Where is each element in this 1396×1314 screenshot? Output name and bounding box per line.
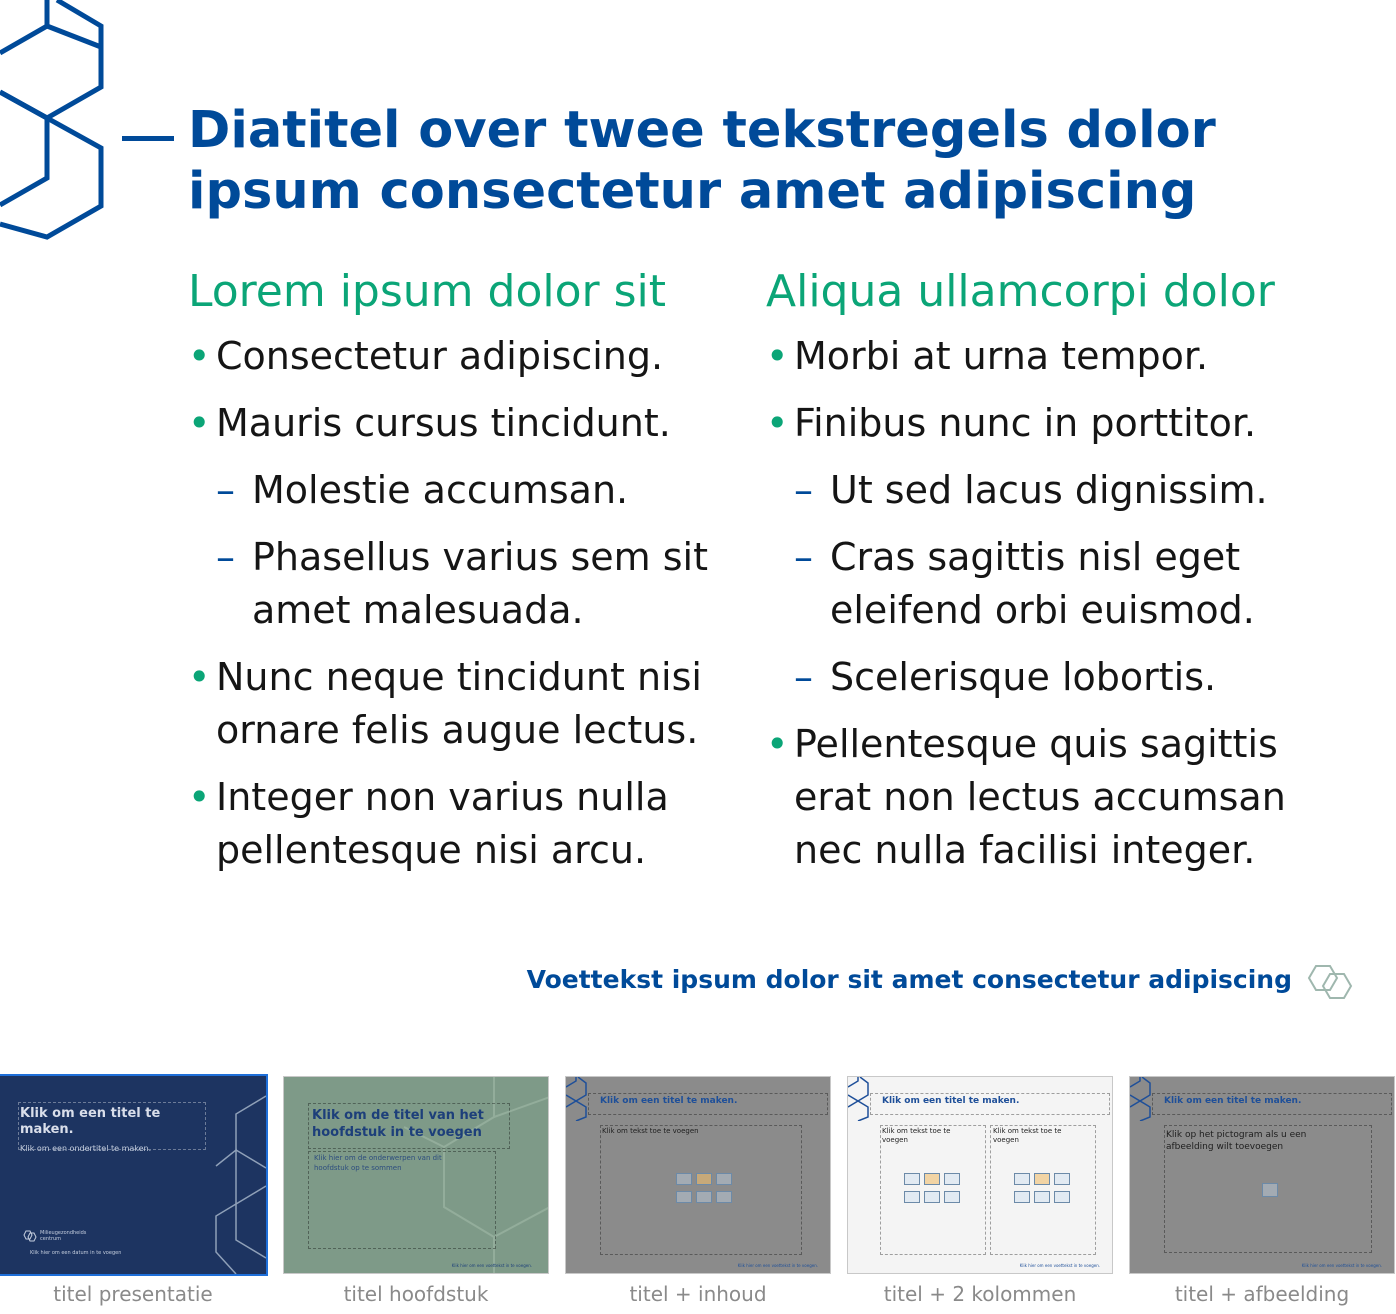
thumbnail-footer: Klik hier om een voettekst in te voegen.	[1019, 1263, 1100, 1268]
bullet-icon: •	[766, 334, 789, 378]
right-column-heading: Aliqua ullamcorpi dolor	[766, 266, 1275, 317]
list-item	[188, 531, 748, 637]
list-item	[766, 464, 1366, 517]
bullet-icon: •	[766, 722, 789, 766]
content-placeholder-icon	[676, 1173, 736, 1213]
dash-bullet-icon: –	[794, 655, 813, 699]
thumbnail-footer: Klik hier om een voettekst in te voegen.	[451, 1263, 532, 1268]
thumbnail-body: Klik om tekst toe te voegen	[602, 1127, 699, 1135]
list-item-text: Integer non varius nulla pellentesque nisi arcu.	[216, 775, 669, 872]
left-column-list	[188, 330, 748, 877]
thumbnail-logo-line2: centrum	[40, 1236, 62, 1242]
dash-bullet-icon: –	[216, 535, 235, 579]
thumbnail-preview	[1129, 1076, 1395, 1274]
layout-thumbnail-strip	[0, 1076, 1396, 1310]
thumbnail-label: titel + 2 kolommen	[883, 1282, 1077, 1306]
thumbnail-logo-line1: Milieugezondheids	[40, 1230, 87, 1236]
thumbnail-label: titel presentatie	[53, 1282, 213, 1306]
list-item-text: Phasellus varius sem sit amet malesuada.	[252, 535, 708, 632]
thumbnail-title: Klik om een titel te maken.	[882, 1096, 1020, 1106]
hexagon-decoration-icon	[0, 0, 110, 240]
list-item-text: Morbi at urna tempor.	[794, 334, 1209, 378]
content-placeholder-icon	[1014, 1173, 1074, 1213]
layout-thumbnail-titel-afbeelding[interactable]	[1129, 1076, 1395, 1314]
list-item-text: Nunc neque tincidunt nisi ornare felis augue lectus.	[216, 655, 702, 752]
left-column-heading: Lorem ipsum dolor sit	[188, 266, 666, 317]
layout-thumbnail-titel-presentatie[interactable]	[0, 1076, 266, 1314]
list-item-text: Finibus nunc in porttitor.	[794, 401, 1257, 445]
list-item	[188, 397, 748, 450]
thumbnail-footer: Klik hier om een voettekst in te voegen.	[737, 1263, 818, 1268]
thumbnail-label: titel + afbeelding	[1174, 1282, 1350, 1306]
content-placeholder-icon	[904, 1173, 964, 1213]
slide-title[interactable]: Diatitel over twee tekstregels dolor ipsum consectetur amet adipiscing	[188, 101, 1216, 221]
right-column-list	[766, 330, 1366, 877]
layout-thumbnail-titel-2-kolommen[interactable]	[847, 1076, 1113, 1314]
list-item	[766, 397, 1366, 450]
list-item	[766, 531, 1366, 637]
bullet-icon: •	[188, 655, 211, 699]
hexagon-decoration-icon	[566, 1077, 588, 1121]
thumbnail-title: Klik om de titel van het hoofdstuk in te voegen	[312, 1108, 484, 1140]
right-column[interactable]	[766, 262, 1366, 891]
thumbnail-footer: Klik hier om een datum in te voegen	[30, 1250, 122, 1256]
dash-bullet-icon: –	[216, 468, 235, 512]
hexagon-decoration-icon	[1130, 1077, 1152, 1121]
bullet-icon: •	[188, 334, 211, 378]
thumbnail-preview	[847, 1076, 1113, 1274]
thumbnail-preview	[0, 1076, 266, 1274]
list-item	[188, 651, 748, 757]
thumbnail-body: Klik op het pictogram als u een afbeelding wilt toevoegen	[1166, 1130, 1307, 1152]
footer-logo-icon	[1300, 962, 1358, 1002]
footer-logo-icon	[22, 1230, 38, 1242]
thumbnail-title: Klik om een titel te maken.	[600, 1096, 738, 1106]
list-item	[188, 464, 748, 517]
thumbnail-col1: Klik om tekst toe te voegen	[882, 1127, 951, 1144]
bullet-icon: •	[188, 401, 211, 445]
thumbnail-title: Klik om een titel te maken.	[1164, 1096, 1302, 1106]
list-item	[766, 718, 1366, 877]
list-item	[766, 651, 1366, 704]
list-item-text: Consectetur adipiscing.	[216, 334, 664, 378]
thumbnail-label: titel + inhoud	[629, 1282, 767, 1306]
thumbnail-col2: Klik om tekst toe te voegen	[993, 1127, 1062, 1144]
slide-footer[interactable]: Voettekst ipsum dolor sit amet consectetur adipiscing	[526, 965, 1292, 994]
layout-thumbnail-titel-inhoud[interactable]	[565, 1076, 831, 1314]
list-item-text: Ut sed lacus dignissim.	[830, 468, 1268, 512]
list-item-text: Pellentesque quis sagittis erat non lectus accumsan nec nulla facilisi integer.	[794, 722, 1286, 872]
left-column[interactable]	[188, 262, 748, 891]
list-item-text: Molestie accumsan.	[252, 468, 629, 512]
thumbnail-preview	[283, 1076, 549, 1274]
list-item	[188, 771, 748, 877]
bullet-icon: •	[766, 401, 789, 445]
title-dash	[122, 136, 174, 141]
picture-placeholder-icon	[1262, 1183, 1278, 1197]
list-item	[766, 330, 1366, 383]
list-item	[188, 330, 748, 383]
hexagon-decoration-icon	[196, 1076, 266, 1274]
list-item-text: Mauris cursus tincidunt.	[216, 401, 671, 445]
thumbnail-footer: Klik hier om een voettekst in te voegen.	[1301, 1263, 1382, 1268]
thumbnail-label: titel hoofdstuk	[343, 1282, 489, 1306]
bullet-icon: •	[188, 775, 211, 819]
thumbnail-subtitle: Klik om een ondertitel te maken.	[20, 1144, 152, 1153]
hexagon-decoration-icon	[848, 1077, 870, 1121]
list-item-text: Cras sagittis nisl eget eleifend orbi euismod.	[830, 535, 1255, 632]
dash-bullet-icon: –	[794, 468, 813, 512]
thumbnail-preview	[565, 1076, 831, 1274]
thumbnail-subtitle: Klik hier om de onderwerpen van dit hoofdstuk op te sommen	[314, 1154, 442, 1172]
thumbnail-title: Klik om een titel te maken.	[20, 1106, 161, 1137]
dash-bullet-icon: –	[794, 535, 813, 579]
list-item-text: Scelerisque lobortis.	[830, 655, 1217, 699]
layout-thumbnail-titel-hoofdstuk[interactable]	[283, 1076, 549, 1314]
